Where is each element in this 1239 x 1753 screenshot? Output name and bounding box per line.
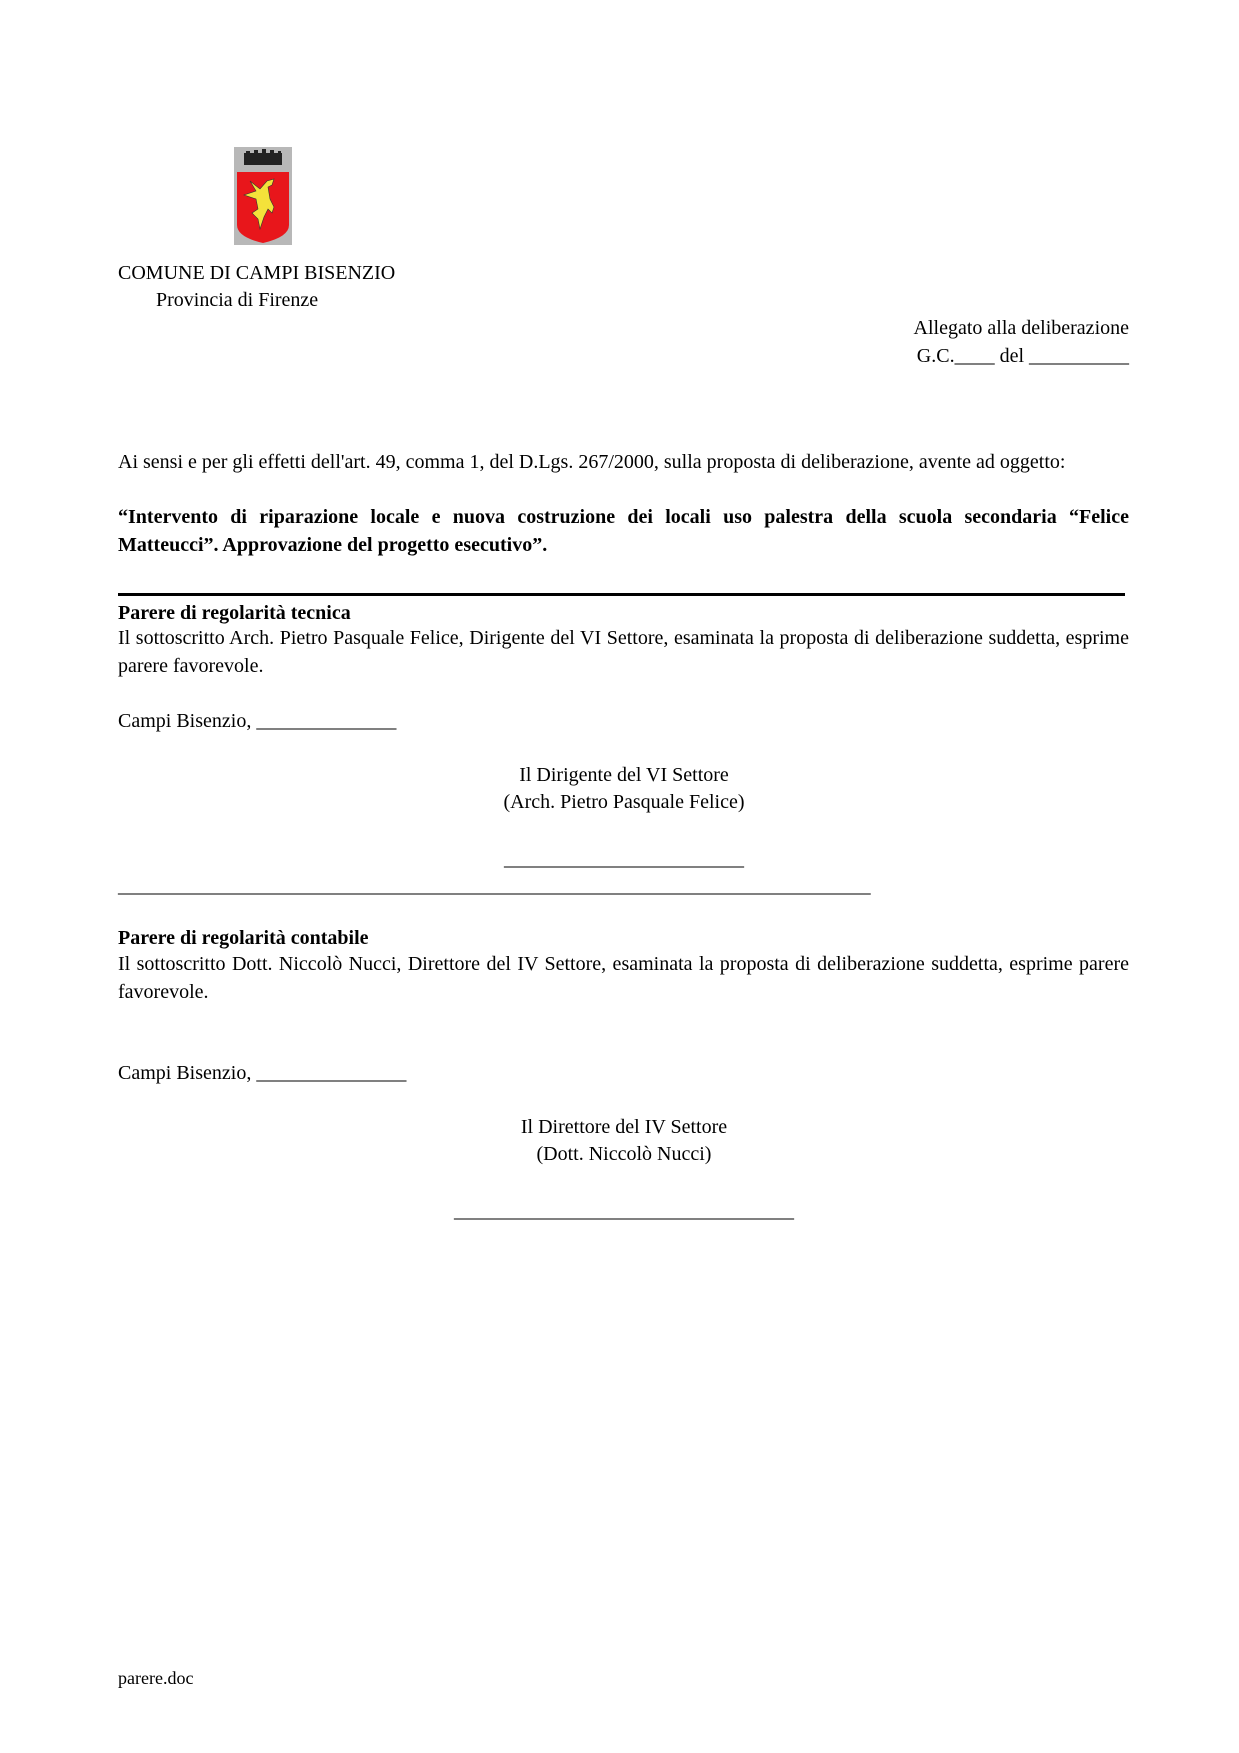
attachment-label: Allegato alla deliberazione <box>913 317 1129 339</box>
technical-signer-role: Il Dirigente del VI Settore <box>519 764 729 786</box>
technical-signature-line: ________________________ <box>504 848 744 870</box>
deliberation-subject: “Intervento di riparazione locale e nuova costruzione dei locali uso palestra della scuola secondaria “Felice Matteucci”. Approvazione del progetto esecutivo”. <box>118 506 1129 556</box>
accounting-place-date: Campi Bisenzio, _______________ <box>118 1062 407 1084</box>
technical-place-date: Campi Bisenzio, ______________ <box>118 710 397 732</box>
section-separator-line: ________________________________________________________________________________ <box>118 875 871 897</box>
intro-paragraph: Ai sensi e per gli effetti dell'art. 49, comma 1, del D.Lgs. 267/2000, sulla proposta di deliberazione, avente ad oggetto: <box>118 451 1066 473</box>
technical-opinion-title: Parere di regolarità tecnica <box>118 602 351 624</box>
accounting-opinion-title: Parere di regolarità contabile <box>118 927 369 949</box>
technical-signer-name: (Arch. Pietro Pasquale Felice) <box>503 791 745 813</box>
footer-filename: parere.doc <box>118 1668 194 1688</box>
municipality-name: COMUNE DI CAMPI BISENZIO <box>118 262 396 284</box>
accounting-opinion-text: Il sottoscritto Dott. Niccolò Nucci, Direttore del IV Settore, esaminata la proposta di deliberazione suddetta, esprime parere favorevole. <box>118 953 1129 1003</box>
attachment-deliberation-ref: G.C.____ del __________ <box>916 345 1129 367</box>
technical-opinion-text: Il sottoscritto Arch. Pietro Pasquale Felice, Dirigente del VI Settore, esaminata la proposta di deliberazione suddetta, esprime parere favorevole. <box>118 627 1129 677</box>
section-divider <box>118 593 1125 596</box>
coat-of-arms-logo <box>234 147 292 245</box>
accounting-signer-name: (Dott. Niccolò Nucci) <box>536 1143 712 1165</box>
accounting-signature-line: __________________________________ <box>454 1200 794 1222</box>
province-name: Provincia di Firenze <box>156 289 319 311</box>
accounting-signer-role: Il Direttore del IV Settore <box>520 1116 728 1138</box>
